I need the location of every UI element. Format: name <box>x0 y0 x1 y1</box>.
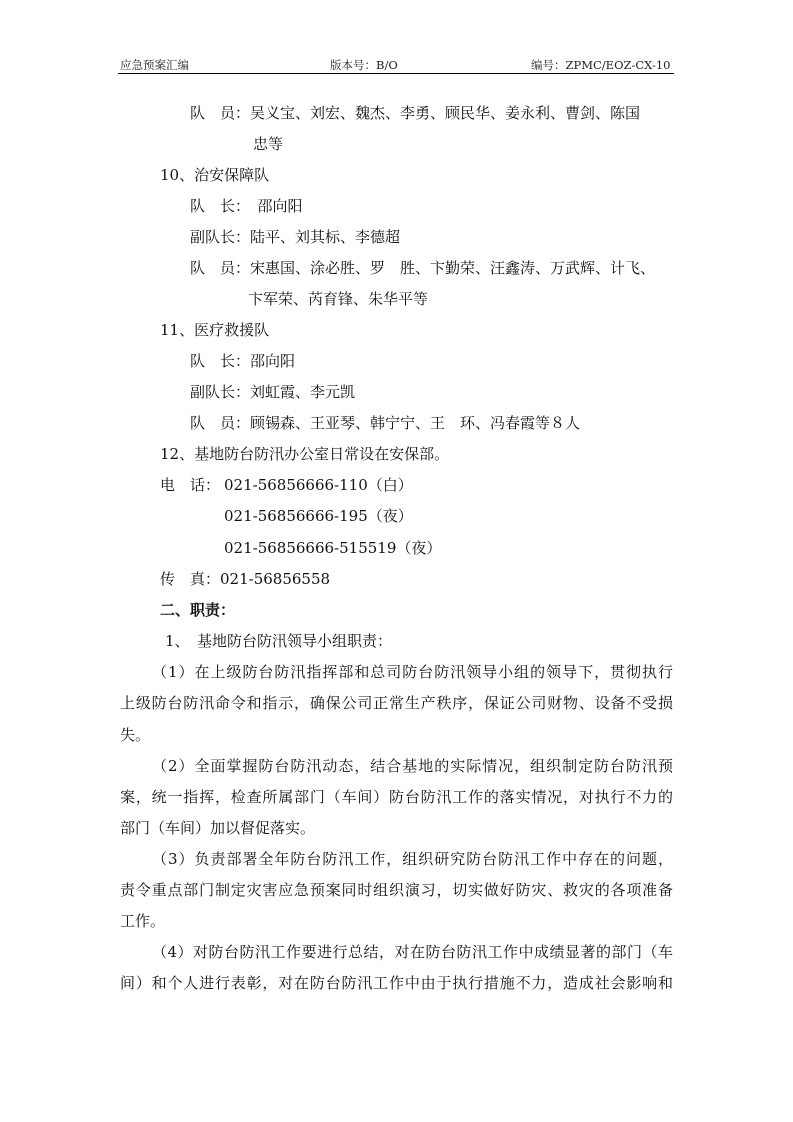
p3-line: 责令重点部门制定灾害应急预案同时组织演习，切实做好防灾、救灾的各项准备 <box>120 881 673 899</box>
team11-deputy: 副队长：刘虹霞、李元凯 <box>190 383 356 401</box>
p1-line: （1）在上级防台防汛指挥部和总司防台防汛领导小组的领导下，贯彻执行 <box>152 663 673 681</box>
p4-line: 间）和个人进行表彰，对在防台防汛工作中由于执行措施不力，造成社会影响和 <box>120 974 673 992</box>
team11-leader: 队 长：邵向阳 <box>190 352 296 370</box>
team10-members-cont: 卞军荣、芮育锋、朱华平等 <box>248 290 429 308</box>
team11-members: 队 员：顾锡森、王亚琴、韩宁宁、王 环、冯春霞等８人 <box>190 414 581 432</box>
p1-line: 上级防台防汛命令和指示，确保公司正常生产秩序，保证公司财物、设备不受损 <box>120 694 673 712</box>
p1-line: 失。 <box>120 726 151 744</box>
fax: 传 真：021-56856558 <box>160 570 331 588</box>
phone-1: 021-56856666-110（白） <box>224 476 413 494</box>
team11-title: 11、医疗救援队 <box>160 321 270 339</box>
team10-deputy: 副队长：陆平、刘其标、李德超 <box>190 228 401 246</box>
header-divider <box>118 73 674 74</box>
p2-line: （2）全面掌握防台防汛动态，结合基地的实际情况，组织制定防台防汛预 <box>152 757 673 775</box>
team10-leader: 队 长： 邵向阳 <box>190 197 303 215</box>
p2-line: 案，统一指挥，检查所属部门（车间）防台防汛工作的落实情况，对执行不力的 <box>120 788 673 806</box>
header-title: 应急预案汇编 <box>120 58 189 72</box>
item12: 12、基地防台防汛办公室日常设在安保部。 <box>160 445 450 463</box>
team9-members-cont: 忠等 <box>253 135 284 153</box>
section2-title: 二、职责： <box>160 601 236 619</box>
p3-line: 工作。 <box>120 912 166 930</box>
team9-members: 队 员：吴义宝、刘宏、魏杰、李勇、顾民华、姜永利、曹剑、陈国 <box>190 104 641 122</box>
p2-line: 部门（车间）加以督促落实。 <box>120 819 316 837</box>
p4-line: （4）对防台防汛工作要进行总结，对在防台防汛工作中成绩显著的部门（车 <box>152 943 673 961</box>
p3-line: （3）负责部署全年防台防汛工作，组织研究防台防汛工作中存在的问题， <box>152 850 673 868</box>
phone-label: 电 话： <box>160 476 221 494</box>
team10-title: 10、治安保障队 <box>160 166 270 184</box>
header-doc-number: 编号：ZPMC/EOZ-CX-10 <box>531 58 671 72</box>
header-version: 版本号：B/O <box>330 58 398 72</box>
phone-2: 021-56856666-195（夜） <box>224 507 413 525</box>
team10-members: 队 员：宋惠国、涂必胜、罗 胜、卞勤荣、汪鑫涛、万武辉、计飞、 <box>190 259 656 277</box>
section2-sub1: 1、 基地防台防汛领导小组职责： <box>165 632 393 650</box>
phone-3: 021-56856666-515519（夜） <box>224 539 442 557</box>
